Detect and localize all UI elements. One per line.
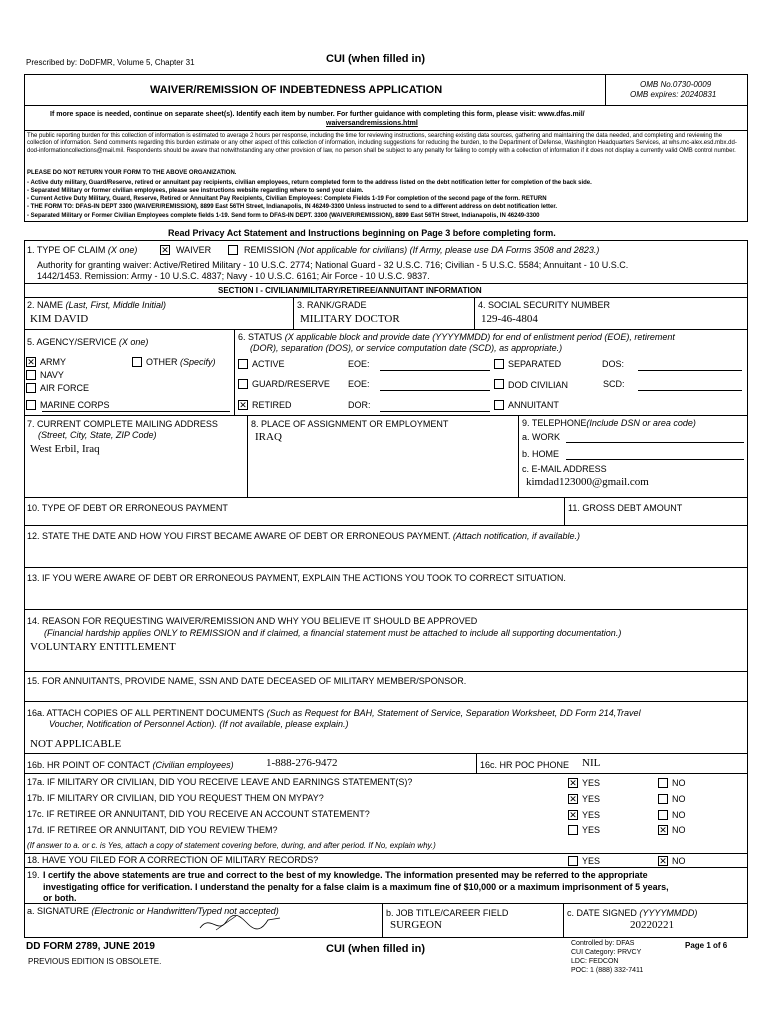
item17c-yes-checkbox[interactable] <box>568 810 578 820</box>
item18-question: 18. HAVE YOU FILED FOR A CORRECTION OF MILITARY RECORDS? <box>27 855 319 865</box>
work-phone-field[interactable] <box>566 442 744 443</box>
scd-label: SCD: <box>603 379 625 389</box>
guard-checkbox[interactable] <box>238 379 248 389</box>
item4-label: 4. SOCIAL SECURITY NUMBER <box>478 300 611 310</box>
divider <box>234 330 235 416</box>
item3-label: 3. RANK/GRADE <box>297 300 367 310</box>
item17d-yes-checkbox[interactable] <box>568 825 578 835</box>
item14-label: 14. REASON FOR REQUESTING WAIVER/REMISSION AND WHY YOU BELIEVE IT SHOULD BE APPROVED <box>27 616 478 626</box>
item17c-no-checkbox[interactable] <box>658 810 668 820</box>
item9-label: 9. TELEPHONE(Include DSN or area code) <box>522 418 696 428</box>
underline <box>42 411 230 412</box>
remission-checkbox[interactable] <box>228 245 238 255</box>
poc: POC: 1 (888) 332-7411 <box>571 967 644 974</box>
item17b-question: 17b. IF MILITARY OR CIVILIAN, DID YOU REQUEST THEM ON MYPAY? <box>27 793 324 803</box>
airforce-label: AIR FORCE <box>40 383 90 393</box>
divider <box>24 130 748 131</box>
item17c-question: 17c. IF RETIREE OR ANNUITANT, DID YOU RECEIVE AN ACCOUNT STATEMENT? <box>27 809 370 819</box>
item17d-yes-label: YES <box>582 825 601 835</box>
home-phone-field[interactable] <box>566 459 744 460</box>
prescribed-by: Prescribed by: DoDFMR, Volume 5, Chapter 31 <box>26 58 195 67</box>
divider <box>293 298 294 330</box>
item11-label: 11. GROSS DEBT AMOUNT <box>568 503 683 513</box>
home-phone-label: b. HOME <box>522 449 560 459</box>
item19-label: 19. <box>27 870 40 880</box>
army-checkbox[interactable] <box>26 357 36 367</box>
job-title-label: b. JOB TITLE/CAREER FIELD <box>386 908 509 918</box>
hr-contact-field[interactable]: 1-888-276-9472 <box>266 757 338 769</box>
divider <box>518 416 519 498</box>
eoe2-field[interactable] <box>380 390 490 391</box>
title-divider <box>605 74 606 106</box>
dfas-link[interactable]: waiversandremissions.html <box>326 120 418 127</box>
airforce-checkbox[interactable] <box>26 383 36 393</box>
authority-line1: Authority for granting waiver: Active/Retired Military - 10 U.S.C. 2774; National Guard - 32 U.S.C. 716; Civilian - 5 U.S.C. 5584; Annuitant - 10 U.S.C. <box>37 260 629 270</box>
instruction-bullet-1: - Active duty military, Guard/Reserve, retired or annuitant pay recipients, civilian employees, return completed form to the address listed on the debt notification letter for completion of the back side. <box>27 180 592 186</box>
do-not-return: PLEASE DO NOT RETURN YOUR FORM TO THE ABOVE ORGANIZATION. <box>27 170 237 176</box>
item7-label: 7. CURRENT COMPLETE MAILING ADDRESS <box>27 419 218 429</box>
job-title-field[interactable]: SURGEON <box>390 919 442 931</box>
reason-field[interactable]: VOLUNTARY ENTITLEMENT <box>30 641 176 653</box>
signature-label: a. SIGNATURE (Electronic or Handwritten/Typed not accepted) <box>27 906 279 916</box>
navy-checkbox[interactable] <box>26 370 36 380</box>
other-checkbox[interactable] <box>132 357 142 367</box>
item16a-hint2: Voucher, Notification of Personnel Action). (If not available, please explain.) <box>49 719 349 729</box>
item13-label: 13. IF YOU WERE AWARE OF DEBT OR ERRONEOUS PAYMENT, EXPLAIN THE ACTIONS YOU TOOK TO CORRECT SITUATION. <box>27 573 566 583</box>
cui-top: CUI (when filled in) <box>326 53 425 65</box>
item16a-label: 16a. ATTACH COPIES OF ALL PERTINENT DOCUMENTS (Such as Request for BAH, Statement of Service, Separation Worksheet, DD Form 214,Travel <box>27 708 641 718</box>
divider <box>474 298 475 330</box>
certification-line3: or both. <box>43 893 77 903</box>
space-note-line1: If more space is needed, continue on separate sheet(s). Identify each item by number. For further guidance with completing this form, please visit: www.dfas.mil/ <box>50 111 585 118</box>
divider <box>247 416 248 498</box>
dor-field[interactable] <box>380 411 490 412</box>
active-checkbox[interactable] <box>238 359 248 369</box>
marine-label: MARINE CORPS <box>40 400 110 410</box>
rank-field[interactable]: MILITARY DOCTOR <box>300 313 400 325</box>
dod-checkbox[interactable] <box>494 379 504 389</box>
item18-yes-label: YES <box>582 856 601 866</box>
instruction-bullet-5: - Separated Military or Former Civilian Employees complete fields 1-19. Send form to DFAS-IN DEPT. 3300 (WAIVER/REMISSION), 8899 East 56TH Street, Indianapolis, IN 46249-3300 <box>27 213 540 219</box>
item16b-label: 16b. HR POINT OF CONTACT (Civilian employees) <box>27 760 234 770</box>
burden-statement: The public reporting burden for this collection of information is estimated to average 2 hours per response, including the time for reviewing instructions, searching existing data sources, gathering and maintaining the data needed, and completing and reviewing the collection of information. Send comments regarding this burden estimate or any other aspect of this collection of information, including suggestions for reducing the burden, to the Department of Defense, Washington Headquarters Services, at whs.mc-alex.esd.mbx.dd-dod-informationcollections@mail.mil. Respondents should be aware that notwithstanding any other provision of law, no person shall be subject to any penalty for failing to comply with a collection of information if it does not display a currently valid OMB control number. <box>27 133 737 154</box>
annuitant-label: ANNUITANT <box>508 400 559 410</box>
name-field[interactable]: KIM DAVID <box>30 313 89 325</box>
retired-label: RETIRED <box>252 400 292 410</box>
page-number: Page 1 of 6 <box>685 941 728 950</box>
item14-hint: (Financial hardship applies ONLY to REMISSION and if claimed, a financial statement must be attached to include all supporting documentation.) <box>44 628 622 638</box>
scd-field[interactable] <box>638 390 742 391</box>
divider <box>564 498 565 526</box>
ssn-field[interactable]: 129-46-4804 <box>481 313 538 325</box>
form-title: WAIVER/REMISSION OF INDEBTEDNESS APPLICATION <box>150 84 443 96</box>
cui-category: CUI Category: PRVCY <box>571 949 642 956</box>
signature-scribble[interactable] <box>196 910 286 936</box>
item17d-no-label: NO <box>672 825 686 835</box>
date-signed-field[interactable]: 20220221 <box>630 919 674 931</box>
item18-yes-checkbox[interactable] <box>568 856 578 866</box>
item6-label: 6. STATUS (X applicable block and provide date (YYYYMMDD) for end of enlistment period (EOE), retirement <box>238 332 675 342</box>
divider <box>563 904 564 938</box>
army-label: ARMY <box>40 357 67 367</box>
remission-label: REMISSION (Not applicable for civilians) (If Army, please use DA Forms 3508 and 2823.) <box>244 245 600 255</box>
eoe-label: EOE: <box>348 359 370 369</box>
marine-checkbox[interactable] <box>26 400 36 410</box>
dos-label: DOS: <box>602 359 625 369</box>
obsolete-note: PREVIOUS EDITION IS OBSOLETE. <box>28 957 162 966</box>
item17a-no-label: NO <box>672 778 686 788</box>
certification-line2: investigating office for verification. I understand the penalty for a false claim is a maximum fine of $10,000 or a maximum imprisonment of 5 years, <box>43 882 669 892</box>
controlled-by: Controlled by: DFAS <box>571 940 635 947</box>
item17a-no-checkbox[interactable] <box>658 778 668 788</box>
separated-checkbox[interactable] <box>494 359 504 369</box>
divider <box>382 904 383 938</box>
active-label: ACTIVE <box>252 359 285 369</box>
eoe2-label: EOE: <box>348 379 370 389</box>
navy-label: NAVY <box>40 370 64 380</box>
item17a-yes-checkbox[interactable] <box>568 778 578 788</box>
item8-label: 8. PLACE OF ASSIGNMENT OR EMPLOYMENT <box>251 419 449 429</box>
read-privacy-note: Read Privacy Act Statement and Instructions beginning on Page 3 before completing form. <box>168 228 556 238</box>
email-label: c. E-MAIL ADDRESS <box>522 464 607 474</box>
dod-label: DOD CIVILIAN <box>508 380 569 390</box>
certification-line1: I certify the above statements are true and correct to the best of my knowledge. The information presented may be referred to the appropriate <box>43 870 648 880</box>
item17c-yes-label: YES <box>582 810 601 820</box>
item17c-no-label: NO <box>672 810 686 820</box>
item18-no-label: NO <box>672 856 686 866</box>
item10-label: 10. TYPE OF DEBT OR ERRONEOUS PAYMENT <box>27 503 228 513</box>
item17d-no-checkbox[interactable] <box>658 825 668 835</box>
item6-hint2: (DOR), separation (DOS), or service computation date (SCD), as appropriate.) <box>250 343 563 353</box>
annuitant-checkbox[interactable] <box>494 400 504 410</box>
item5-label: 5. AGENCY/SERVICE (X one) <box>27 337 149 347</box>
item15-label: 15. FOR ANNUITANTS, PROVIDE NAME, SSN AND DATE DECEASED OF MILITARY MEMBER/SPONSOR. <box>27 676 467 686</box>
item2-label: 2. NAME (Last, First, Middle Initial) <box>27 300 167 310</box>
item17a-question: 17a. IF MILITARY OR CIVILIAN, DID YOU RECEIVE LEAVE AND EARNINGS STATEMENT(S)? <box>27 777 413 787</box>
other-label: OTHER (Specify) <box>146 357 216 367</box>
item17b-yes-label: YES <box>582 794 601 804</box>
hr-phone-field[interactable]: NIL <box>582 757 601 769</box>
authority-line2: 1442/1453. Remission: Army - 10 U.S.C. 4837; Navy - 10 U.S.C. 6161; Air Force - 10 U.S.C. 9837. <box>37 271 430 281</box>
item16c-label: 16c. HR POC PHONE <box>480 760 570 770</box>
item1-label: 1. TYPE OF CLAIM (X one) <box>27 245 138 255</box>
place-of-assignment-field[interactable]: IRAQ <box>255 431 282 443</box>
item17b-no-label: NO <box>672 794 686 804</box>
work-phone-label: a. WORK <box>522 432 561 442</box>
item17d-question: 17d. IF RETIREE OR ANNUITANT, DID YOU REVIEW THEM? <box>27 825 278 835</box>
divider <box>476 754 477 774</box>
omb-number: OMB No.0730-0009 <box>640 80 712 89</box>
ldc: LDC: FEDCON <box>571 958 619 965</box>
instruction-bullet-3: - Current Active Duty Military, Guard, Reserve, Retired or Annuitant Pay Recipients, Civilian Employees: Complete Fields 1-19 For completion of the second page of the form. RETURN <box>27 196 547 202</box>
documents-field[interactable]: NOT APPLICABLE <box>30 738 122 750</box>
waiver-label: WAIVER <box>176 245 212 255</box>
waiver-checkbox[interactable] <box>160 245 170 255</box>
cui-bottom: CUI (when filled in) <box>326 943 425 955</box>
instruction-bullet-2: - Separated Military or former civilian employees, please see instructions website regarding where to send your claim. <box>27 188 364 194</box>
item12-label: 12. STATE THE DATE AND HOW YOU FIRST BECAME AWARE OF DEBT OR ERRONEOUS PAYMENT. (Attach notification, if available.) <box>27 531 580 541</box>
item17a-yes-label: YES <box>582 778 601 788</box>
email-field[interactable]: kimdad123000@gmail.com <box>526 476 649 488</box>
omb-expires: OMB expires: 20240831 <box>630 90 717 99</box>
guard-label: GUARD/RESERVE <box>252 379 330 389</box>
item17-note: (If answer to a. or c. is Yes, attach a copy of statement covering before, during, and after period. If No, explain why.) <box>27 841 436 850</box>
dos-field[interactable] <box>638 370 742 371</box>
item17b-no-checkbox[interactable] <box>658 794 668 804</box>
eoe-field[interactable] <box>380 370 490 371</box>
instruction-bullet-4: - THE FORM TO: DFAS-IN DEPT 3300 (WAIVER/REMISSION), 8899 East 56TH Street, Indianapolis, IN 46249-3300 Unless instructed to send to a different address on debt notification letter. <box>27 204 558 210</box>
dor-label: DOR: <box>348 400 371 410</box>
separated-label: SEPARATED <box>508 359 562 369</box>
mailing-address-field[interactable]: West Erbil, Iraq <box>30 443 100 455</box>
item7-hint: (Street, City, State, ZIP Code) <box>38 430 157 440</box>
section1-heading: SECTION I - CIVILIAN/MILITARY/RETIREE/ANNUITANT INFORMATION <box>218 286 482 295</box>
date-signed-label: c. DATE SIGNED (YYYYMMDD) <box>567 908 698 918</box>
retired-checkbox[interactable] <box>238 400 248 410</box>
item17b-yes-checkbox[interactable] <box>568 794 578 804</box>
item18-no-checkbox[interactable] <box>658 856 668 866</box>
form-number: DD FORM 2789, JUNE 2019 <box>26 941 155 952</box>
